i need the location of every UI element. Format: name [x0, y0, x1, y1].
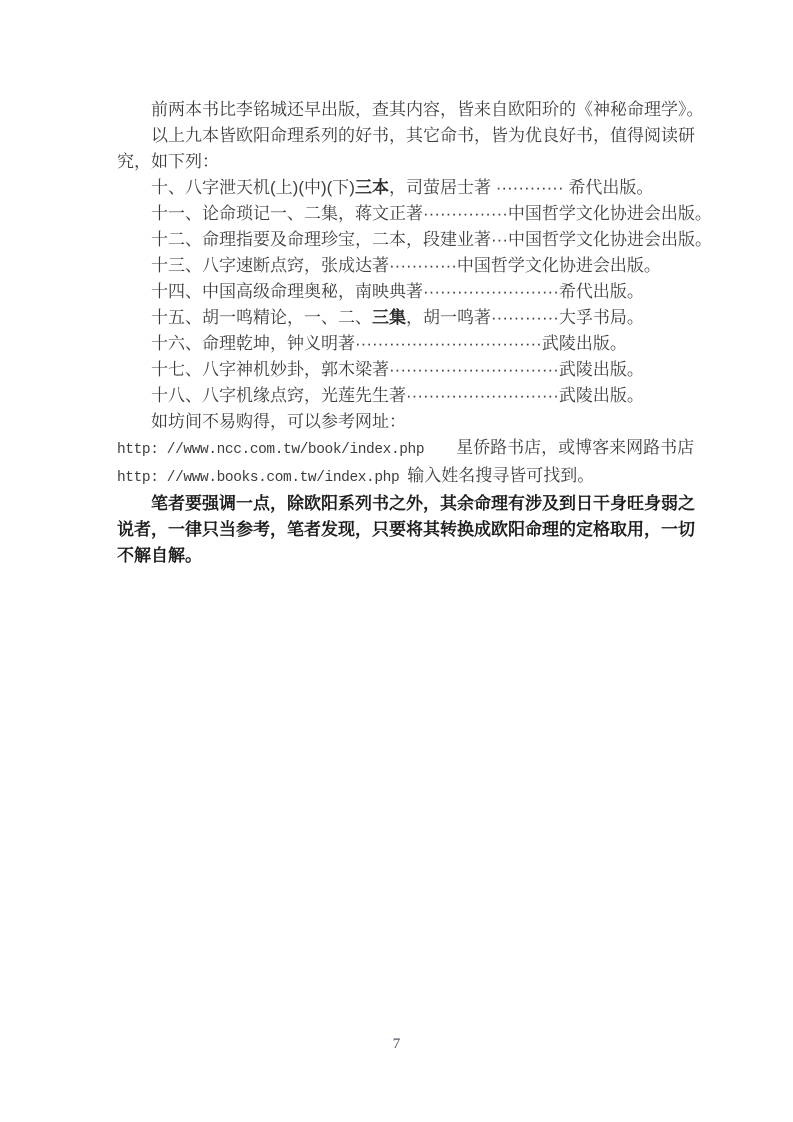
book-item-text: ······························武陵出版。: [389, 360, 644, 379]
book-item-15: [117, 305, 683, 331]
book-item-12: [117, 227, 712, 253]
book-item-text: ·································武陵出版。: [355, 334, 627, 353]
book-item-text: 十五、胡一鸣精论，一、二、: [151, 308, 372, 327]
book-item-text: ，司萤居士著 ············ 希代出版。: [388, 178, 654, 197]
document-content: [117, 97, 712, 569]
paragraph-emphasis-line2: 说者，一律只当参考，笔者发现，只要将其转换成欧阳命理的定格取用，一切: [117, 520, 695, 539]
book-item-text: 十六、命理乾坤，钟义明著: [151, 334, 355, 353]
book-item-text: ，胡一鸣著············大孚书局。: [406, 308, 644, 327]
book-item-14: [117, 279, 683, 305]
book-item-text: ························希代出版。: [423, 282, 644, 301]
book-item-11: [117, 201, 712, 227]
book-item-text: 十八、八字机缘点窍，光莲先生著: [151, 386, 406, 405]
paragraph-intro: 前两本书比李铭城还早出版，查其内容，皆来自欧阳玠的《神秘命理学》。: [151, 100, 704, 119]
url-suffix-ncc: 星侨路书店，或博客来网路书店: [456, 438, 695, 457]
book-item-bold: 三集: [372, 308, 406, 327]
book-item-text: 十七、八字神机妙卦，郭木梁著: [151, 360, 389, 379]
book-item-text: ···中国哲学文化协进会出版。: [491, 230, 712, 249]
paragraph-availability: 如坊间不易购得，可以参考网址：: [151, 412, 406, 431]
paragraph-recommend-line1: 以上九本皆欧阳命理系列的好书，其它命书，皆为优良好书，值得阅读研: [151, 126, 695, 145]
book-item-text: ···············中国哲学文化协进会出版。: [423, 204, 712, 223]
url-line-books: [117, 463, 683, 491]
book-item-bold: 三本: [354, 178, 389, 197]
url-text-books: http: //www.books.com.tw/index.php: [117, 470, 400, 486]
url-text-ncc: http: //www.ncc.com.tw/book/index.php: [117, 442, 425, 458]
url-line-ncc: [117, 435, 695, 463]
paragraph-emphasis-line1: 笔者要强调一点，除欧阳系列书之外，其余命理有涉及到日干身旺身弱之: [151, 494, 695, 513]
book-item-18: [117, 383, 683, 409]
book-item-text: ···························武陵出版。: [406, 386, 644, 405]
page-number: 7: [392, 1036, 401, 1052]
book-item-13: [117, 253, 683, 279]
book-item-text: 十、八字泄天机(上)(中)(下): [151, 178, 355, 197]
book-item-10: [117, 175, 683, 201]
book-item-text: 十二、命理指要及命理珍宝，二本，段建业著: [151, 230, 491, 249]
book-item-text: ············中国哲学文化协进会出版。: [389, 256, 661, 275]
book-item-text: 十四、中国高级命理奥秘，南映典著: [151, 282, 423, 301]
url-suffix-books: 输入姓名搜寻皆可找到。: [407, 466, 595, 485]
book-item-16: [117, 331, 683, 357]
paragraph-recommend-line2: 究，如下列：: [117, 152, 219, 171]
book-item-17: [117, 357, 683, 383]
paragraph-emphasis-line3: 不解自解。: [117, 546, 202, 565]
book-item-text: 十一、论命琐记一、二集，蒋文正著: [151, 204, 423, 223]
book-list: [117, 175, 712, 409]
book-item-text: 十三、八字速断点窍，张成达著: [151, 256, 389, 275]
